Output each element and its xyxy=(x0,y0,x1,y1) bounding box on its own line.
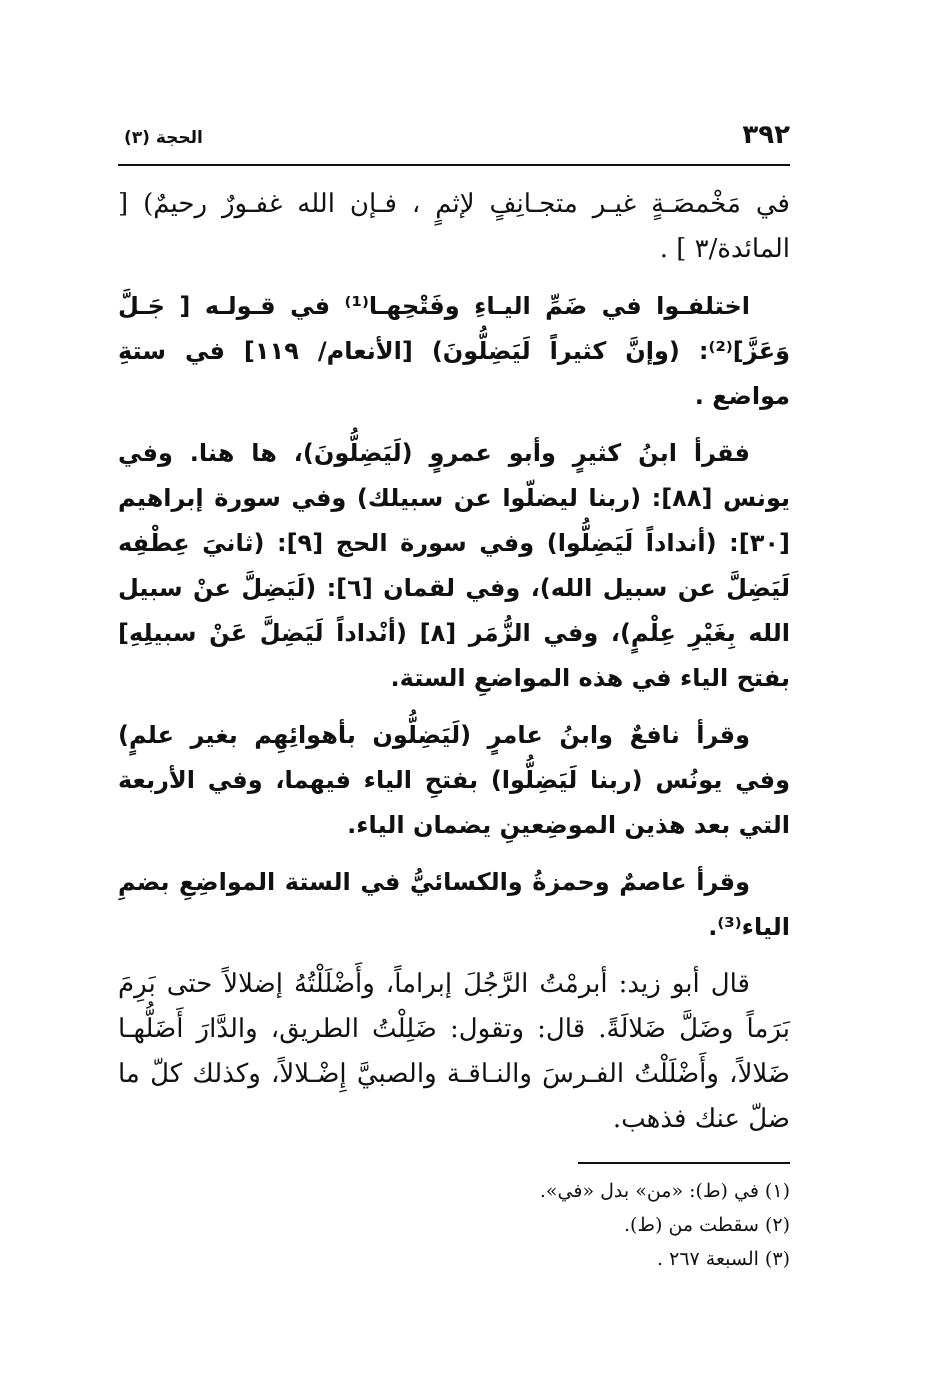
footnotes xyxy=(118,1174,790,1276)
book-page xyxy=(118,120,790,1276)
paragraph-ibn-kathir-reading: فقرأ ابنُ كثيرٍ وأبو عمروٍ (لَيَضِلُّونَ)، ها هنا. وفي يونس [٨٨]: (ربنا ليضلّوا عن سبيلك) وفي سورة إبراهيم [٣٠]: (أنداداً لَيَضِلُّوا) وفي سورة الحج [٩]: (ثانيَ عِطْفِه لَيَضِلَّ عن سبيل الله)، وفي لقمان [٦]: (لَيَضِلَّ عنْ سبيل الله بِغَيْرِ عِلْمٍ)، وفي الزُّمَر [٨] (أنْداداً لَيَضِلَّ عَنْ سبيلِهِ] بفتح الياء في هذه المواضعِ الستة. xyxy=(118,439,790,692)
paragraph-abu-zayd: قال أبو زيد: أبرمْتُ الرَّجُلَ إبراماً، وأَضْلَلْتُهُ إضلالاً حتى بَرِمَ بَرَماً وضَلَّ ضَلالَةً. قال: وتقول: ضَلِلْتُ الطريق، والدَّارَ أَضَلُّهـا ضَلالاً، وأَضْلَلْتُ الفـرسَ والنـاقـة والصبيَّ إِضْـلالاً، وكذلك كلّ ما ضلّ عنك فذهب. xyxy=(118,969,790,1134)
page-number: ٣٩٢ xyxy=(742,120,790,150)
footnote-3: (٣) السبعة ٢٦٧ . xyxy=(657,1248,790,1270)
running-title: الحجة (٣) xyxy=(124,128,203,148)
footnote-divider xyxy=(578,1162,790,1164)
paragraph-disagreement: اختلفـوا في ضَمِّ اليـاءِ وفَتْحِهـا⁽¹⁾ في قـولـه [ جَـلَّ وَعَزَّ]⁽²⁾: (وإنَّ كثيراً لَيَضِلُّونَ) [الأنعام/ ١١٩] في ستةِ مواضع . xyxy=(118,292,790,410)
paragraph-nafi-reading: وقرأ نافعٌ وابنُ عامرٍ (لَيَضِلُّون بأهوائِهِم بغير علمٍ) وفي يونُس (ربنا لَيَضِلُّوا) بفتحِ الياء فيهما، وفي الأربعة التي بعد هذين الموضِعينِ يضمان الياء. xyxy=(118,721,790,839)
body-text xyxy=(118,182,790,1142)
paragraph-asim-reading: وقرأ عاصمٌ وحمزةُ والكسائيُّ في الستة المواضِعِ بضمِ الياء⁽³⁾. xyxy=(118,868,790,941)
footnote-2: (٢) سقطت من (ط). xyxy=(623,1214,790,1236)
footnote-1: (١) في (ط): «من» بدل «في». xyxy=(539,1180,790,1202)
running-head xyxy=(118,120,790,166)
paragraph-quran-continuation: في مَخْمصَـةٍ غيـر متجـانِفٍ لإثمٍ ، فـإن الله غفـورٌ رحيمٌ) [ المائدة/٣ ] . xyxy=(118,189,790,264)
